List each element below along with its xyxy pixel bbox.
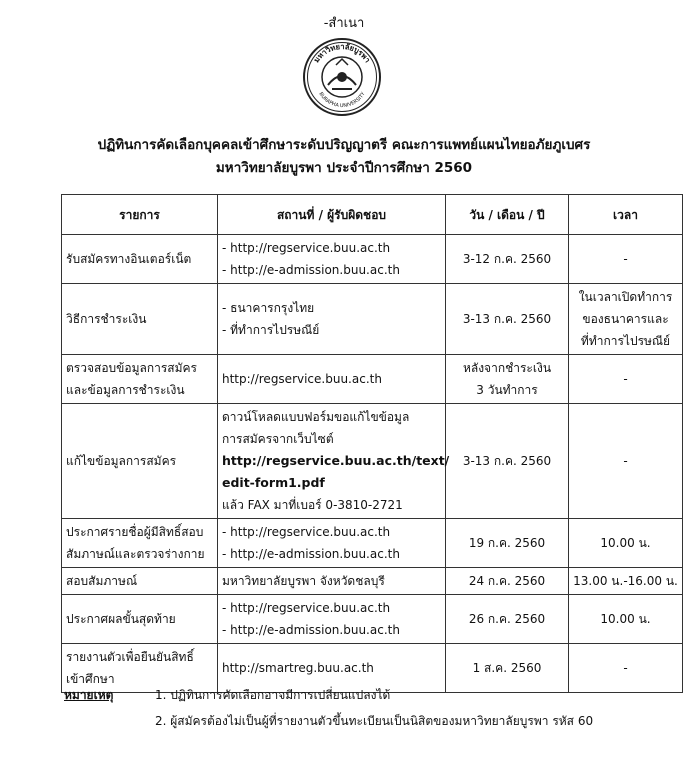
row-time: 13.00 น.-16.00 น. bbox=[569, 568, 683, 595]
row-item: รับสมัครทางอินเตอร์เน็ต bbox=[62, 235, 218, 284]
university-seal-logo bbox=[302, 37, 382, 117]
table-row bbox=[62, 355, 683, 404]
row-place: - http://regservice.buu.ac.th - http://e-admission.buu.ac.th bbox=[218, 595, 446, 644]
row-item: ประกาศรายชื่อผู้มีสิทธิ์สอบ สัมภาษณ์และตรวจร่างกาย bbox=[62, 519, 218, 568]
copy-mark: -สำเนา bbox=[323, 16, 365, 31]
notes-label: หมายเหตุ bbox=[64, 688, 114, 702]
page-title-line-1: ปฏิทินการคัดเลือกบุคคลเข้าศึกษาระดับปริญญาตรี คณะการแพทย์แผนไทยอภัยภูเบศร bbox=[97, 137, 591, 153]
row-item: แก้ไขข้อมูลการสมัคร bbox=[62, 404, 218, 519]
row-place: http://smartreg.buu.ac.th bbox=[218, 644, 446, 693]
row-place: มหาวิทยาลัยบูรพา จังหวัดชลบุรี bbox=[218, 568, 446, 595]
row-time: - bbox=[569, 404, 683, 519]
row-time: 10.00 น. bbox=[569, 519, 683, 568]
table-row bbox=[62, 284, 683, 355]
row-item: ตรวจสอบข้อมูลการสมัคร และข้อมูลการชำระเงิน bbox=[62, 355, 218, 404]
row-date: 1 ส.ค. 2560 bbox=[446, 644, 569, 693]
row-date: 3-13 ก.ค. 2560 bbox=[446, 404, 569, 519]
row-place: ดาวน์โหลดแบบฟอร์มขอแก้ไขข้อมูล การสมัครจากเว็บไซต์ http://regservice.buu.ac.th/text/ edit-form1.pdf แล้ว FAX มาที่เบอร์ 0-3810-2721 bbox=[218, 404, 446, 519]
note-item: 2. ผู้สมัครต้องไม่เป็นผู้ที่รายงานตัวขึ้นทะเบียนเป็นนิสิตของมหาวิทยาลัยบูรพา รหัส 60 bbox=[155, 714, 594, 728]
header-item: รายการ bbox=[62, 195, 218, 235]
table-row bbox=[62, 519, 683, 568]
row-date: 26 ก.ค. 2560 bbox=[446, 595, 569, 644]
row-item: รายงานตัวเพื่อยืนยันสิทธิ์ เข้าศึกษา bbox=[62, 644, 218, 693]
header-place: สถานที่ / ผู้รับผิดชอบ bbox=[218, 195, 446, 235]
schedule-table bbox=[61, 194, 683, 693]
table-row bbox=[62, 235, 683, 284]
edit-form-link-cont[interactable]: edit-form1.pdf bbox=[222, 475, 325, 490]
row-time: 10.00 น. bbox=[569, 595, 683, 644]
note-item: 1. ปฏิทินการคัดเลือกอาจมีการเปลี่ยนแปลงได้ bbox=[155, 688, 391, 702]
row-time: - bbox=[569, 355, 683, 404]
header-date: วัน / เดือน / ปี bbox=[446, 195, 569, 235]
row-time: ในเวลาเปิดทำการ ของธนาคารและ ที่ทำการไปรษณีย์ bbox=[569, 284, 683, 355]
row-place: - http://regservice.buu.ac.th - http://e-admission.buu.ac.th bbox=[218, 519, 446, 568]
row-date: 19 ก.ค. 2560 bbox=[446, 519, 569, 568]
svg-text:มหาวิทยาลัยบูรพา: มหาวิทยาลัยบูรพา bbox=[311, 41, 373, 65]
svg-text:BURAPHA UNIVERSITY: BURAPHA UNIVERSITY bbox=[317, 91, 367, 110]
row-place: - http://regservice.buu.ac.th - http://e-admission.buu.ac.th bbox=[218, 235, 446, 284]
page-title-line-2: มหาวิทยาลัยบูรพา ประจำปีการศึกษา 2560 bbox=[215, 160, 473, 176]
table-row bbox=[62, 595, 683, 644]
table-header-row bbox=[62, 195, 683, 235]
row-time: - bbox=[569, 235, 683, 284]
row-item: ประกาศผลขั้นสุดท้าย bbox=[62, 595, 218, 644]
row-place: http://regservice.buu.ac.th bbox=[218, 355, 446, 404]
row-date: หลังจากชำระเงิน 3 วันทำการ bbox=[446, 355, 569, 404]
row-date: 3-12 ก.ค. 2560 bbox=[446, 235, 569, 284]
row-item: สอบสัมภาษณ์ bbox=[62, 568, 218, 595]
header-time: เวลา bbox=[569, 195, 683, 235]
row-date: 24 ก.ค. 2560 bbox=[446, 568, 569, 595]
row-date: 3-13 ก.ค. 2560 bbox=[446, 284, 569, 355]
table-row bbox=[62, 404, 683, 519]
edit-form-link[interactable]: http://regservice.buu.ac.th/text/ bbox=[222, 453, 450, 468]
row-place: - ธนาคารกรุงไทย - ที่ทำการไปรษณีย์ bbox=[218, 284, 446, 355]
row-item: วิธีการชำระเงิน bbox=[62, 284, 218, 355]
table-row bbox=[62, 568, 683, 595]
row-time: - bbox=[569, 644, 683, 693]
